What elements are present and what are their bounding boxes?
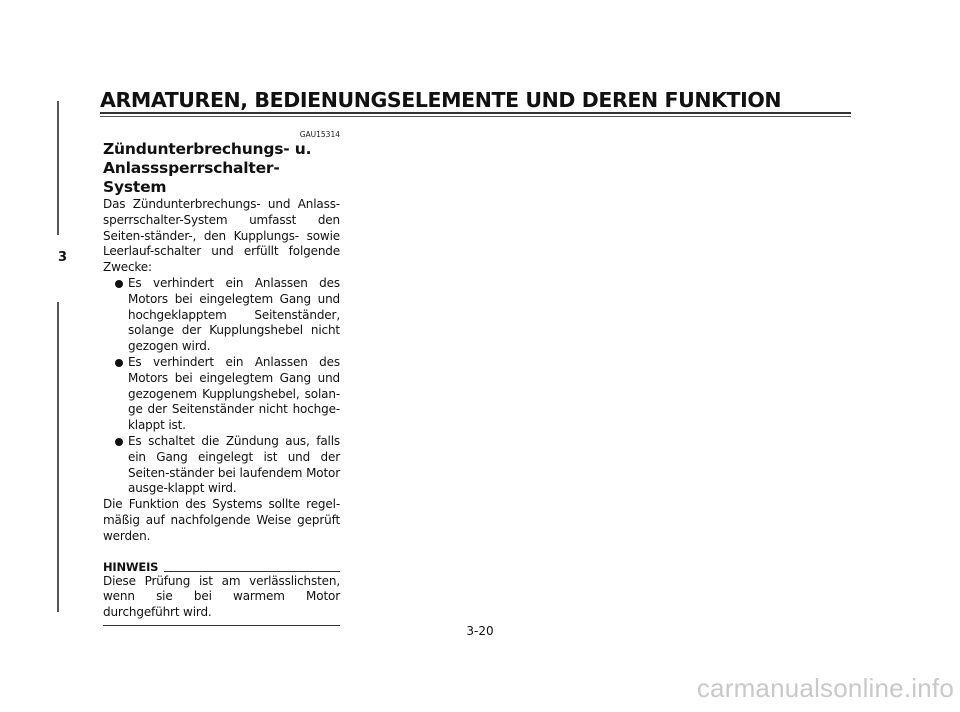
- list-item: [103, 434, 340, 497]
- list-item-text: Es verhindert ein Anlassen des Motors bei eingelegtem Gang und hochgeklapptem Seitenständer, solange der Kupplungshebel nicht gezogen wird.: [128, 275, 340, 354]
- note-rule: [164, 571, 340, 572]
- header-rule: [100, 112, 851, 114]
- chapter-header-title: ARMATUREN, BEDIENUNGSELEMENTE UND DEREN FUNKTION: [100, 88, 782, 112]
- section-title: [103, 140, 340, 197]
- list-item: [103, 276, 340, 355]
- note-label: HINWEIS: [103, 559, 159, 574]
- list-item: [103, 355, 340, 434]
- header-rule-thin: [100, 116, 851, 117]
- chapter-margin-line-top: [57, 101, 59, 235]
- bullet-list: [103, 276, 340, 497]
- bullet-dot-icon: [115, 438, 123, 446]
- list-item-text: Es verhindert ein Anlassen des Motors bei eingelegtem Gang und gezogenem Kupplungshebel, solan-ge der Seitenständer nicht hochge-klappt ist.: [128, 354, 340, 433]
- page-number: 3-20: [466, 624, 494, 638]
- intro-paragraph: Das Zündunterbrechungs- und Anlass-sperrschalter-System umfasst den Seiten-ständer-, den Kupplungs- sowie Leerlauf-schalter und erfüllt folgende Zwecke:: [103, 197, 340, 275]
- chapter-margin-line-bottom: [57, 302, 59, 612]
- section-title-line-1: Zündunterbrechungs- u.: [103, 140, 312, 158]
- document-code: GAU15314: [299, 130, 340, 139]
- chapter-tab: [56, 237, 78, 297]
- note-text: Diese Prüfung ist am verlässlichsten, wenn sie bei warmem Motor durchgeführt wird.: [103, 573, 340, 620]
- section-title-line-2: Anlasssperrschalter-System: [103, 159, 280, 196]
- note-header: [103, 560, 340, 574]
- chapter-tab-number: 3: [58, 250, 68, 265]
- list-item-text: Es schaltet die Zündung aus, falls ein Gang eingelegt ist und der Seiten-ständer bei laufendem Motor ausge-klappt wird.: [128, 433, 340, 496]
- content-column: [103, 130, 340, 626]
- closing-paragraph: Die Funktion des Systems sollte regel-mäßig auf nachfolgende Weise geprüft werden.: [103, 497, 340, 543]
- bullet-dot-icon: [115, 280, 123, 288]
- watermark: carmanualsonline.info: [696, 673, 954, 703]
- bullet-dot-icon: [115, 359, 123, 367]
